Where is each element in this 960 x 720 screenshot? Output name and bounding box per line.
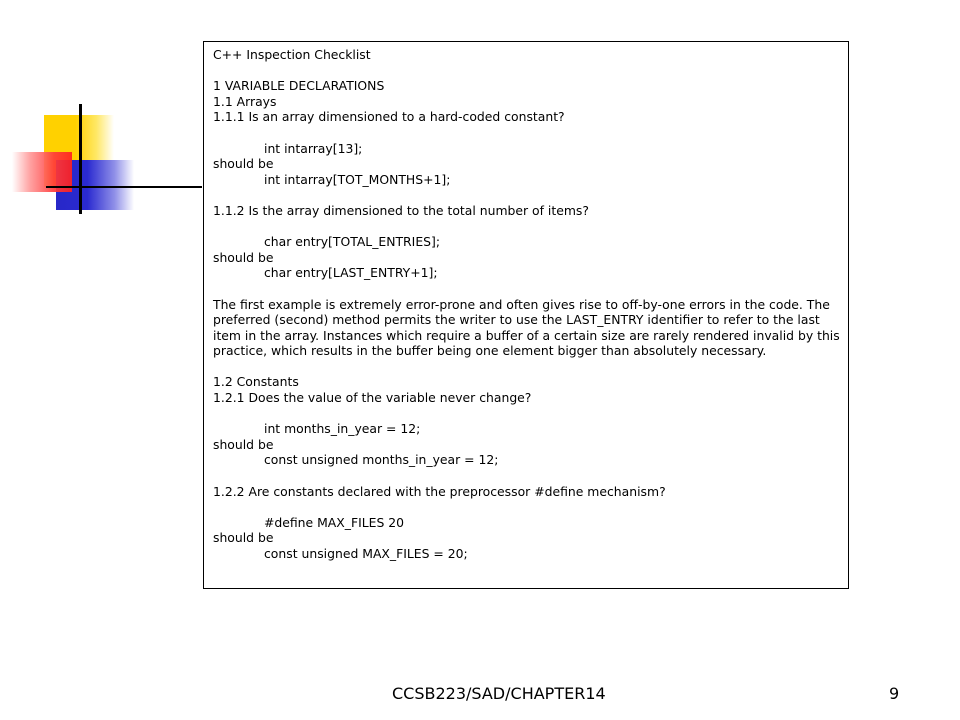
checklist-question: 1.2.1 Does the value of the variable never change? [213, 390, 532, 406]
code-example-good: const unsigned MAX_FILES = 20; [264, 546, 468, 561]
horizontal-line-decoration [46, 186, 202, 188]
checklist-title: C++ Inspection Checklist [213, 47, 371, 62]
subsection-heading: 1.2 Constants [213, 374, 299, 390]
should-be-label: should be [213, 156, 274, 172]
vertical-line-decoration [79, 104, 82, 214]
should-be-label: should be [213, 436, 274, 452]
code-example-good: const unsigned months_in_year = 12; [264, 452, 499, 468]
blank-line [213, 406, 840, 422]
code-example-bad: int months_in_year = 12; [264, 421, 421, 437]
blank-line [213, 63, 840, 79]
blank-line [213, 281, 840, 297]
page-number: 9 [889, 684, 900, 703]
code-example-bad: int intarray[13]; [264, 140, 363, 156]
blank-line [213, 187, 840, 203]
checklist-question: 1.1.1 Is an array dimensioned to a hard-coded constant? [213, 109, 565, 125]
slide-logo-decoration [0, 0, 200, 230]
should-be-label: should be [213, 249, 274, 265]
checklist-question: 1.2.2 Are constants declared with the preprocessor #define mechanism? [213, 483, 666, 499]
explanation-paragraph: The first example is extremely error-prone and often gives rise to off-by-one errors in the code. The preferred (second) method permits the writer to use the LAST_ENTRY identifier to refer to the last item in the array. Instances which require a buffer of a certain size are rarely rendered invalid by this practice, which results in the buffer being one element bigger than absolutely necessary. [213, 296, 840, 359]
code-example-good: int intarray[TOT_MONTHS+1]; [264, 171, 451, 187]
should-be-label: should be [213, 530, 274, 546]
section-heading: 1 VARIABLE DECLARATIONS [213, 78, 385, 94]
footer-course-code: CCSB223/SAD/CHAPTER14 [392, 684, 606, 703]
blank-line [213, 125, 840, 141]
blank-line [213, 499, 840, 515]
code-example-bad: char entry[TOTAL_ENTRIES]; [264, 234, 441, 250]
subsection-heading: 1.1 Arrays [213, 93, 277, 109]
code-example-good: char entry[LAST_ENTRY+1]; [264, 265, 438, 281]
blank-line [213, 219, 840, 235]
blank-line [213, 359, 840, 375]
checklist-question: 1.1.2 Is the array dimensioned to the total number of items? [213, 202, 589, 218]
code-example-bad: #define MAX_FILES 20 [264, 514, 405, 530]
checklist-document [203, 41, 849, 589]
blank-line [213, 468, 840, 484]
